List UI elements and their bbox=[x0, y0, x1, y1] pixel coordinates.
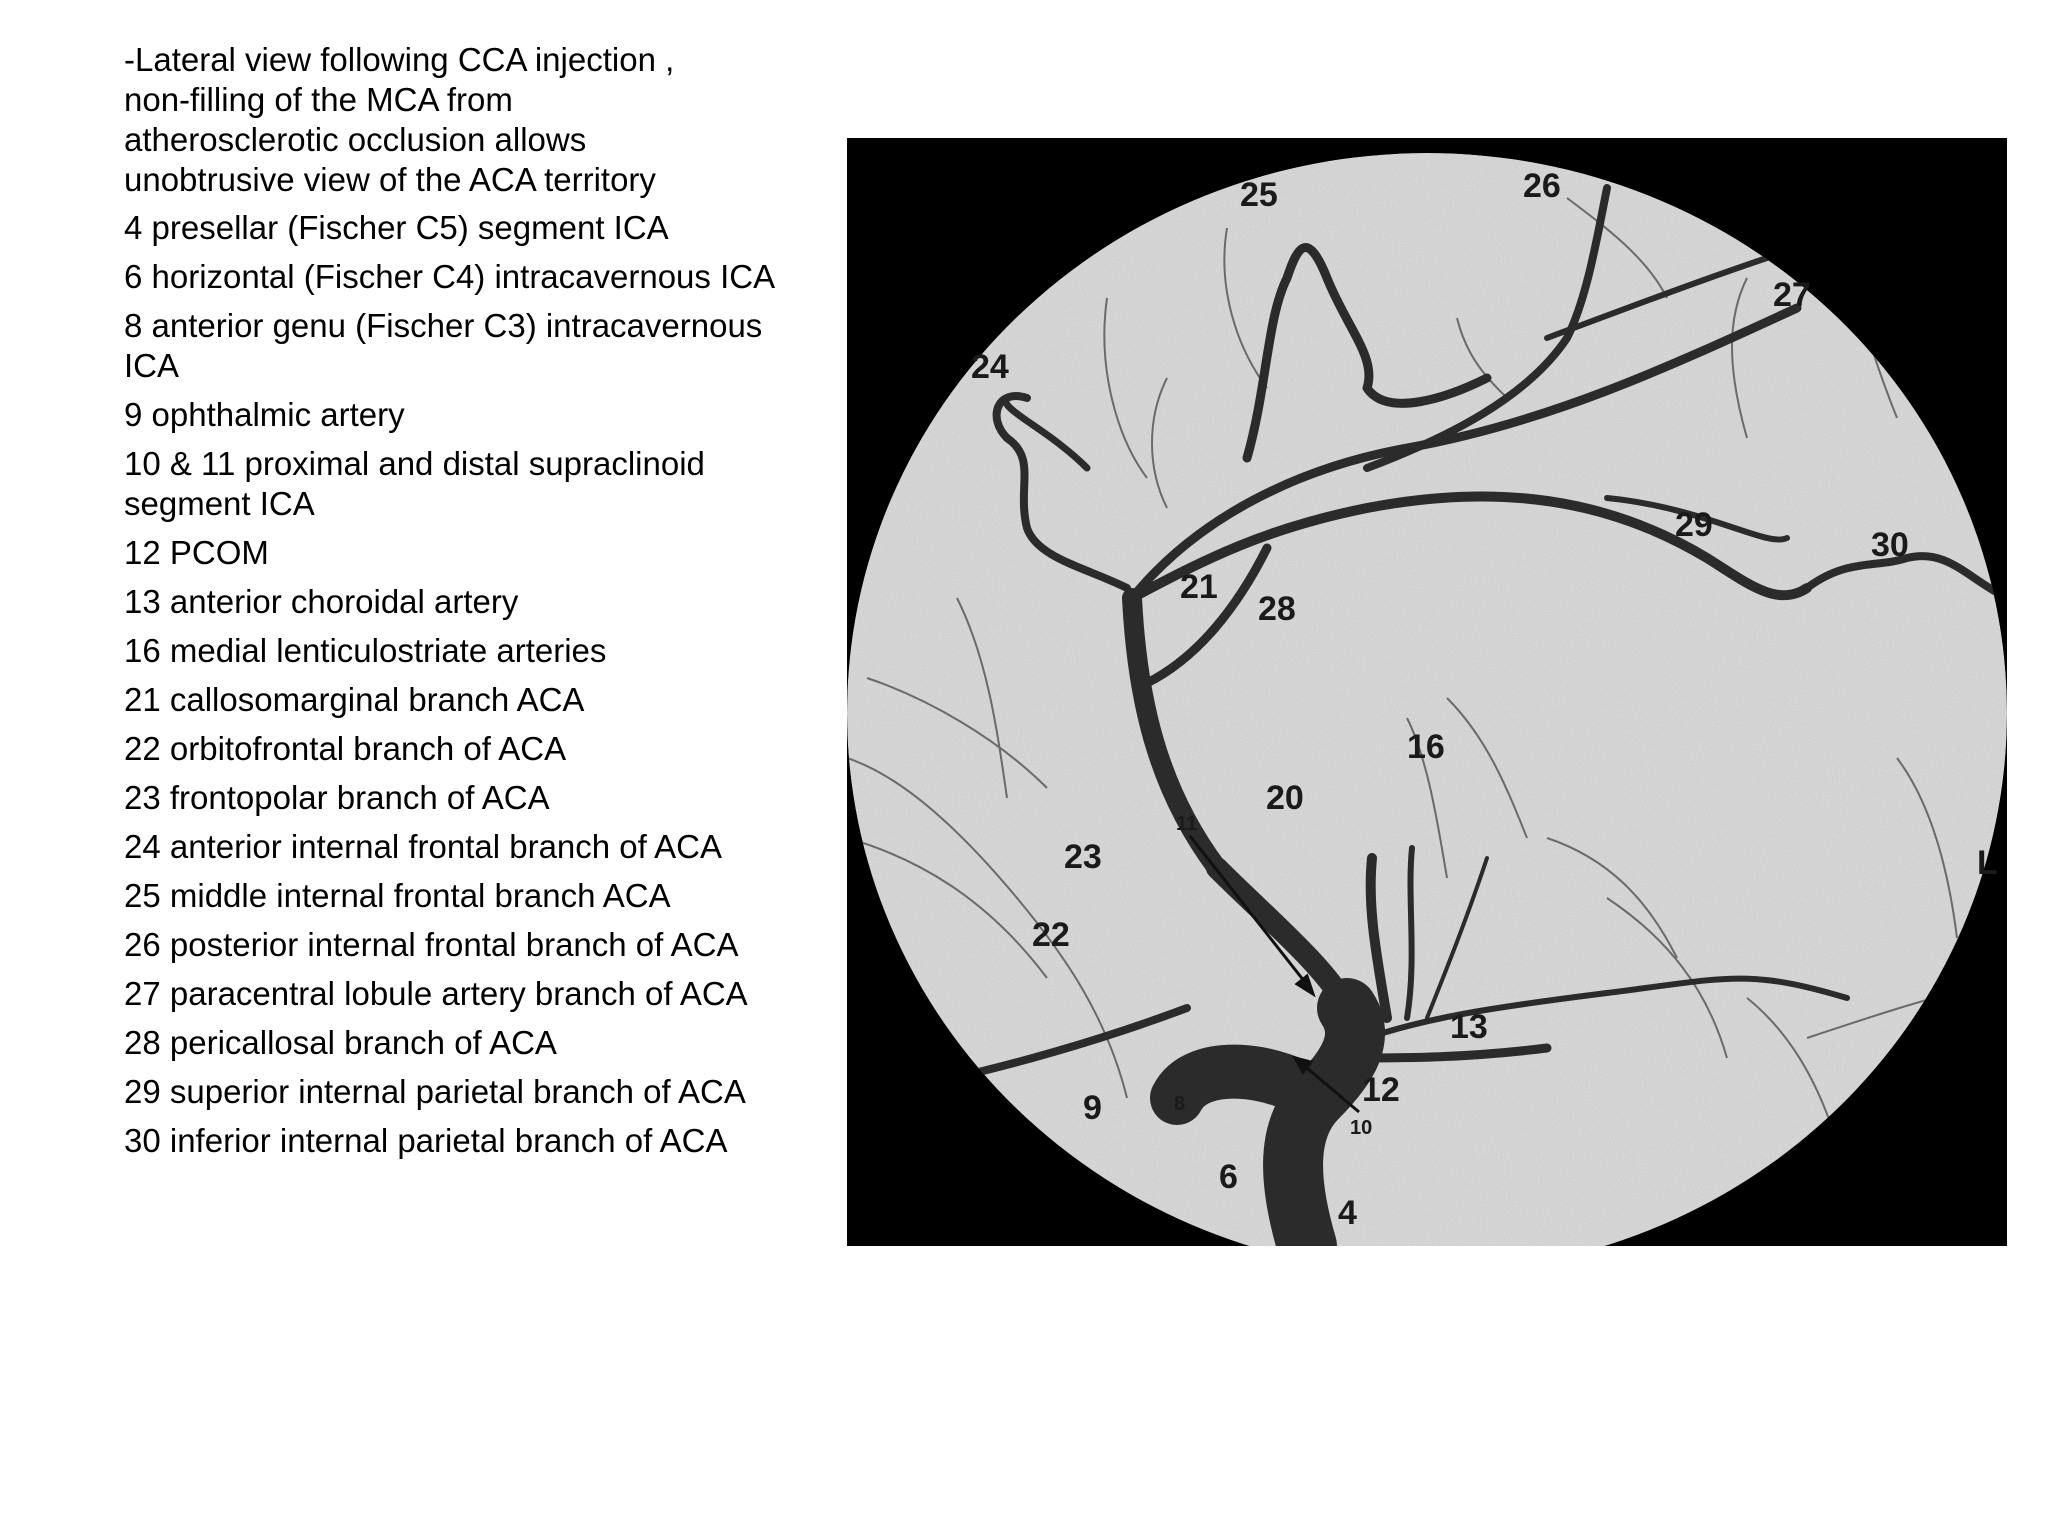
label-28: 28 bbox=[1258, 590, 1296, 628]
legend-list bbox=[124, 208, 804, 1161]
label-23: 23 bbox=[1064, 838, 1102, 876]
legend-item: 10 & 11 proximal and distal supraclinoid segment ICA bbox=[124, 445, 705, 522]
label-29: 29 bbox=[1675, 506, 1713, 544]
orientation-marker: L bbox=[1977, 844, 1998, 882]
legend-item: 13 anterior choroidal artery bbox=[124, 583, 519, 620]
legend-item: 12 PCOM bbox=[124, 534, 269, 571]
legend-item: 24 anterior internal frontal branch of ACA bbox=[124, 828, 723, 865]
field-of-view bbox=[847, 153, 2007, 1246]
label-11: 11 bbox=[1176, 813, 1198, 835]
legend-item: 27 paracentral lobule artery branch of ACA bbox=[124, 975, 748, 1012]
label-22: 22 bbox=[1032, 916, 1070, 954]
label-30: 30 bbox=[1871, 526, 1909, 564]
legend-item: 29 superior internal parietal branch of ACA bbox=[124, 1073, 746, 1110]
label-9: 9 bbox=[1083, 1089, 1102, 1127]
legend-item: 9 ophthalmic artery bbox=[124, 396, 405, 433]
legend-item: 30 inferior internal parietal branch of ACA bbox=[124, 1122, 728, 1159]
legend-item: 16 medial lenticulostriate arteries bbox=[124, 632, 607, 669]
label-10: 10 bbox=[1350, 1117, 1373, 1139]
label-13: 13 bbox=[1450, 1008, 1488, 1046]
label-16: 16 bbox=[1407, 728, 1445, 766]
label-20: 20 bbox=[1266, 779, 1304, 817]
legend bbox=[124, 40, 804, 1170]
angiogram-image bbox=[847, 138, 2007, 1246]
legend-item: 23 frontopolar branch of ACA bbox=[124, 779, 550, 816]
label-4: 4 bbox=[1338, 1194, 1357, 1232]
legend-intro: -Lateral view following CCA injection , non-filling of the MCA from atherosclerotic occlusion allows unobtrusive view of the ACA territory bbox=[124, 41, 675, 198]
label-6: 6 bbox=[1219, 1158, 1238, 1196]
legend-item: 22 orbitofrontal branch of ACA bbox=[124, 730, 567, 767]
legend-item: 4 presellar (Fischer C5) segment ICA bbox=[124, 209, 669, 246]
label-26: 26 bbox=[1523, 167, 1561, 205]
label-24: 24 bbox=[971, 348, 1009, 386]
label-27: 27 bbox=[1773, 276, 1811, 314]
legend-item: 21 callosomarginal branch ACA bbox=[124, 681, 585, 718]
label-25: 25 bbox=[1240, 176, 1278, 214]
legend-item: 8 anterior genu (Fischer C3) intracavernous ICA bbox=[124, 307, 763, 384]
legend-item: 28 pericallosal branch of ACA bbox=[124, 1024, 557, 1061]
legend-item: 26 posterior internal frontal branch of ACA bbox=[124, 926, 739, 963]
label-8: 8 bbox=[1174, 1093, 1186, 1115]
label-12: 12 bbox=[1362, 1071, 1400, 1109]
angiogram-figure bbox=[847, 138, 2007, 1246]
label-21: 21 bbox=[1180, 568, 1218, 606]
legend-item: 25 middle internal frontal branch ACA bbox=[124, 877, 671, 914]
legend-item: 6 horizontal (Fischer C4) intracavernous ICA bbox=[124, 258, 776, 295]
